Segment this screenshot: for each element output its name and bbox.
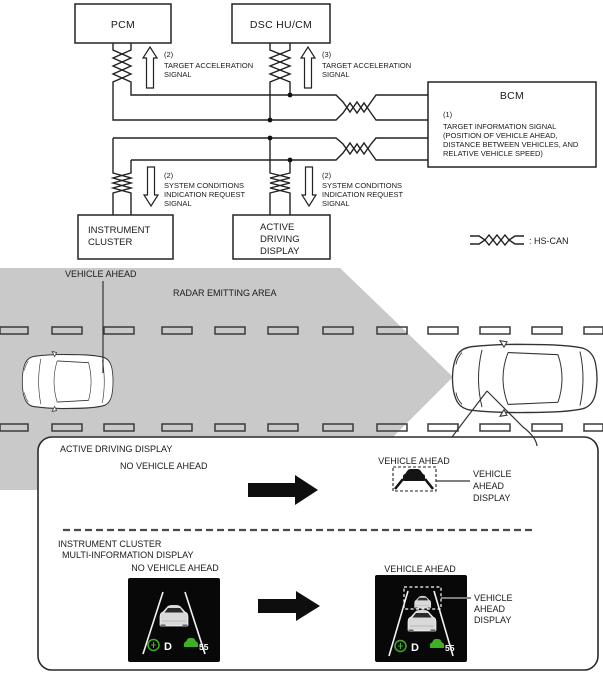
junction-dot bbox=[288, 93, 293, 98]
signal-line1: SYSTEM CONDITIONS bbox=[322, 181, 403, 190]
add-callout-line1: VEHICLE bbox=[473, 469, 512, 479]
cluster-display-vehicle bbox=[375, 575, 471, 662]
signal-number: (3) bbox=[322, 50, 332, 59]
junction-dot bbox=[288, 158, 293, 163]
junction-dot bbox=[268, 118, 273, 123]
up-arrow-icon bbox=[301, 47, 315, 88]
add-no-vehicle-label: NO VEHICLE AHEAD bbox=[120, 461, 208, 471]
legend-stub-right bbox=[509, 236, 524, 244]
set-speed-value: 55 bbox=[199, 642, 209, 652]
signal-line2: INDICATION REQUEST bbox=[322, 190, 404, 199]
hs-can-legend bbox=[470, 235, 569, 246]
ic-signal-label bbox=[164, 171, 246, 208]
ic-vehicle-label: VEHICLE AHEAD bbox=[384, 564, 456, 574]
add-section-title: ACTIVE DRIVING DISPLAY bbox=[60, 444, 173, 454]
down-arrow-icon bbox=[144, 167, 158, 206]
signal-line2: INDICATION REQUEST bbox=[164, 190, 246, 199]
signal-number: (2) bbox=[164, 50, 174, 59]
dsc-signal-label bbox=[322, 50, 411, 79]
ic-twisted-pair bbox=[113, 138, 131, 215]
dsc-label: DSC HU/CM bbox=[249, 19, 313, 31]
ic-label-line2: CLUSTER bbox=[88, 237, 133, 248]
pcm-signal-label bbox=[164, 50, 253, 79]
add-vehicle-label: VEHICLE AHEAD bbox=[378, 456, 450, 466]
signal-line3: SIGNAL bbox=[164, 199, 192, 208]
bcm-signal-line1: TARGET INFORMATION SIGNAL bbox=[443, 122, 557, 131]
add-callout-line3: DISPLAY bbox=[473, 493, 511, 503]
block-diagram bbox=[75, 4, 596, 259]
ic-callout-line3: DISPLAY bbox=[474, 615, 512, 625]
ic-label-line1: INSTRUMENT bbox=[88, 225, 151, 236]
cluster-display-no-vehicle bbox=[128, 578, 220, 662]
vehicle-ahead-label: VEHICLE AHEAD bbox=[65, 269, 137, 279]
signal-line1: TARGET ACCELERATION bbox=[164, 61, 254, 70]
ic-no-vehicle-label: NO VEHICLE AHEAD bbox=[131, 563, 219, 573]
up-arrow-icon bbox=[143, 47, 157, 88]
ic-callout-line1: VEHICLE bbox=[474, 593, 513, 603]
add-twisted-pair bbox=[270, 138, 290, 215]
pcm-label: PCM bbox=[110, 19, 136, 31]
ic-section-title2: MULTI-INFORMATION DISPLAY bbox=[62, 550, 194, 560]
bcm-signal-number: (1) bbox=[443, 110, 453, 119]
add-signal-label bbox=[322, 171, 404, 208]
gear-indicator: D bbox=[164, 641, 172, 653]
radar-area-label: RADAR EMITTING AREA bbox=[173, 288, 277, 298]
add-callout-line2: AHEAD bbox=[473, 481, 505, 491]
add-label-line3: DISPLAY bbox=[260, 246, 300, 257]
legend-label: : HS-CAN bbox=[529, 236, 569, 246]
add-label-line1: ACTIVE bbox=[260, 222, 295, 233]
signal-number: (2) bbox=[322, 171, 332, 180]
down-arrow-icon bbox=[302, 167, 316, 206]
signal-line1: TARGET ACCELERATION bbox=[322, 61, 412, 70]
signal-line1: SYSTEM CONDITIONS bbox=[164, 181, 245, 190]
bcm-signal-line2: (POSITION OF VEHICLE AHEAD, bbox=[443, 131, 558, 140]
legend-stub-left bbox=[470, 236, 485, 244]
ic-callout-line2: AHEAD bbox=[474, 604, 506, 614]
gear-indicator: D bbox=[411, 642, 419, 654]
signal-line2: SIGNAL bbox=[164, 70, 192, 79]
add-label-line2: DRIVING bbox=[260, 234, 300, 245]
signal-line3: SIGNAL bbox=[322, 199, 350, 208]
set-speed-value: 55 bbox=[445, 643, 455, 653]
vehicle-ahead-car bbox=[22, 352, 113, 412]
signal-line2: SIGNAL bbox=[322, 70, 350, 79]
lower-bus-wire-b bbox=[131, 143, 428, 160]
ic-section-title1: INSTRUMENT CLUSTER bbox=[58, 539, 162, 549]
bcm-signal-line4: RELATIVE VEHICLE SPEED) bbox=[443, 149, 543, 158]
junction-dot bbox=[268, 136, 273, 141]
bcm-label: BCM bbox=[499, 90, 525, 102]
following-car bbox=[453, 341, 598, 417]
signal-number: (2) bbox=[164, 171, 174, 180]
bcm-signal-line3: DISTANCE BETWEEN VEHICLES, AND bbox=[443, 140, 579, 149]
